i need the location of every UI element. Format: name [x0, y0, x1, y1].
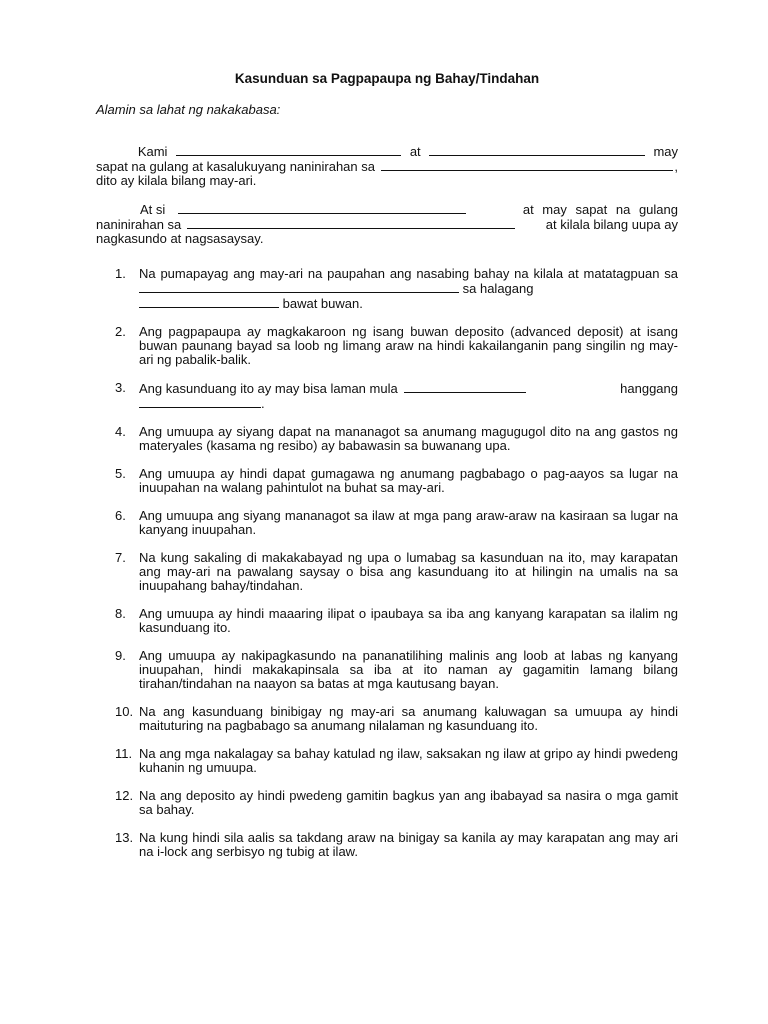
clause-number: 10.: [115, 704, 134, 719]
clause-text: hanggang: [620, 381, 678, 396]
document-subtitle: Alamin sa lahat ng nakakabasa:: [96, 102, 281, 117]
para2-line3: nagkasundo at nagsasaysay.: [96, 231, 264, 246]
clause-number: 9.: [115, 648, 126, 663]
para1-may: may: [653, 144, 678, 159]
document-title: Kasunduan sa Pagpapaupa ng Bahay/Tindahan: [234, 71, 540, 86]
intro-paragraph-2: [96, 202, 678, 246]
owner-address-blank: [381, 159, 673, 171]
tenant-name-blank: [178, 202, 466, 214]
clause-5: [96, 467, 678, 495]
clause-text: Ang pagpapaupa ay magkakaroon ng isang buwan deposito (advanced deposit) at isang buwan paunang bayad sa loob ng limang araw na hindi kakailanganin pang singilin ng may-ari ng pabalik-balik.: [139, 324, 678, 367]
clause-text: Na ang mga nakalagay sa bahay katulad ng ilaw, saksakan ng ilaw at gripo ay hindi pwedeng kuhanin ng umuupa.: [139, 746, 678, 775]
clause-text: Na pumapayag ang may-ari na paupahan ang nasabing bahay na kilala at matatagpuan sa: [139, 266, 678, 281]
clause-7: [96, 551, 678, 593]
clause-text: Ang umuupa ay siyang dapat na mananagot sa anumang magugugol dito na ang gastos ng materyales (kasama ng resibo) ay babawasin sa buwanang upa.: [139, 424, 678, 453]
para2-line2: naninirahan sa: [96, 217, 182, 232]
para1-line2: sapat na gulang at kasalukuyang naninirahan sa: [96, 159, 375, 174]
clause-8: [96, 607, 678, 635]
clause-1: [96, 267, 678, 311]
para2-at-si: At si: [140, 202, 166, 217]
para1-kami: Kami: [137, 144, 168, 159]
clause-number: 3.: [115, 380, 126, 395]
para1-line3: dito ay kilala bilang may-ari.: [96, 173, 257, 188]
clause-6: [96, 509, 678, 537]
clause-number: 6.: [115, 508, 126, 523]
monthly-rent-blank: [139, 296, 279, 308]
clause-text: Na ang deposito ay hindi pwedeng gamitin bagkus yan ang ibabayad sa nasira o mga gamit sa bahay.: [139, 788, 678, 817]
clause-4: [96, 425, 678, 453]
clause-text: Ang umuupa ay nakipagkasundo na pananatilihing malinis ang loob at labas ng kanyang inuupahan, hindi makakapinsala sa iba at ito naman ay gagamitin lamang bilang tirahan/tindahan na naayon sa batas at mga kautusang bayan.: [139, 648, 678, 691]
clause-list: [96, 267, 678, 859]
owner-name-blank: [176, 144, 400, 156]
clause-number: 2.: [115, 324, 126, 339]
clause-number: 4.: [115, 424, 126, 439]
clause-text: sa halagang: [462, 281, 534, 296]
tenant-address-blank: [187, 217, 515, 229]
clause-text: Ang umuupa ang siyang mananagot sa ilaw at mga pang araw-araw na kasiraan sa lugar na kanyang inuupahan.: [139, 508, 678, 537]
clause-text: Ang umuupa ay hindi maaaring ilipat o ipaubaya sa iba ang kanyang karapatan sa ilalim ng kasunduang ito.: [139, 606, 678, 635]
clause-3: [96, 381, 678, 411]
clause-number: 5.: [115, 466, 126, 481]
clause-number: 8.: [115, 606, 126, 621]
clause-number: 12.: [115, 788, 134, 803]
clause-9: [96, 649, 678, 691]
property-location-blank: [139, 281, 459, 293]
para2-line1-suffix: at may sapat na gulang: [522, 202, 678, 217]
para1-at: at: [409, 144, 421, 159]
clause-11: [96, 747, 678, 775]
clause-10: [96, 705, 678, 733]
clause-2: [96, 325, 678, 367]
clause-12: [96, 789, 678, 817]
clause-text: Na kung sakaling di makakabayad ng upa o lumabag sa kasunduan na ito, may karapatan ang may-ari na pawalang saysay o bisa ang kasunduang ito at hilingin na umalis na sa inuupahang bahay/tindahan.: [139, 550, 678, 593]
end-date-blank: [139, 396, 261, 408]
clause-text: .: [261, 396, 265, 411]
clause-text: Na kung hindi sila aalis sa takdang araw na binigay sa kanila ay may karapatan ang may ari na i-lock ang serbisyo ng tubig at ilaw.: [139, 830, 678, 859]
clause-number: 11.: [115, 746, 133, 761]
start-date-blank: [404, 381, 526, 393]
clause-number: 13.: [115, 830, 134, 845]
clause-number: 7.: [115, 550, 126, 565]
clause-number: 1.: [115, 266, 126, 281]
clause-text: Ang kasunduang ito ay may bisa laman mula: [139, 381, 398, 396]
clause-text: Na ang kasunduang binibigay ng may-ari sa anumang kaluwagan sa umuupa ay hindi maituturing na pagbabago sa anumang nilalaman ng kasunduang ito.: [139, 704, 678, 733]
clause-13: [96, 831, 678, 859]
para1-comma: ,: [674, 159, 678, 174]
owner-name-blank-2: [429, 144, 646, 156]
intro-paragraph-1: [96, 144, 678, 188]
para2-line2-suffix: at kilala bilang uupa ay: [545, 217, 678, 232]
clause-text: bawat buwan.: [282, 296, 363, 311]
clause-text: Ang umuupa ay hindi dapat gumagawa ng anumang pagbabago o pag-aayos sa lugar na inuupahan na walang pahintulot na buhat sa may-ari.: [139, 466, 678, 495]
